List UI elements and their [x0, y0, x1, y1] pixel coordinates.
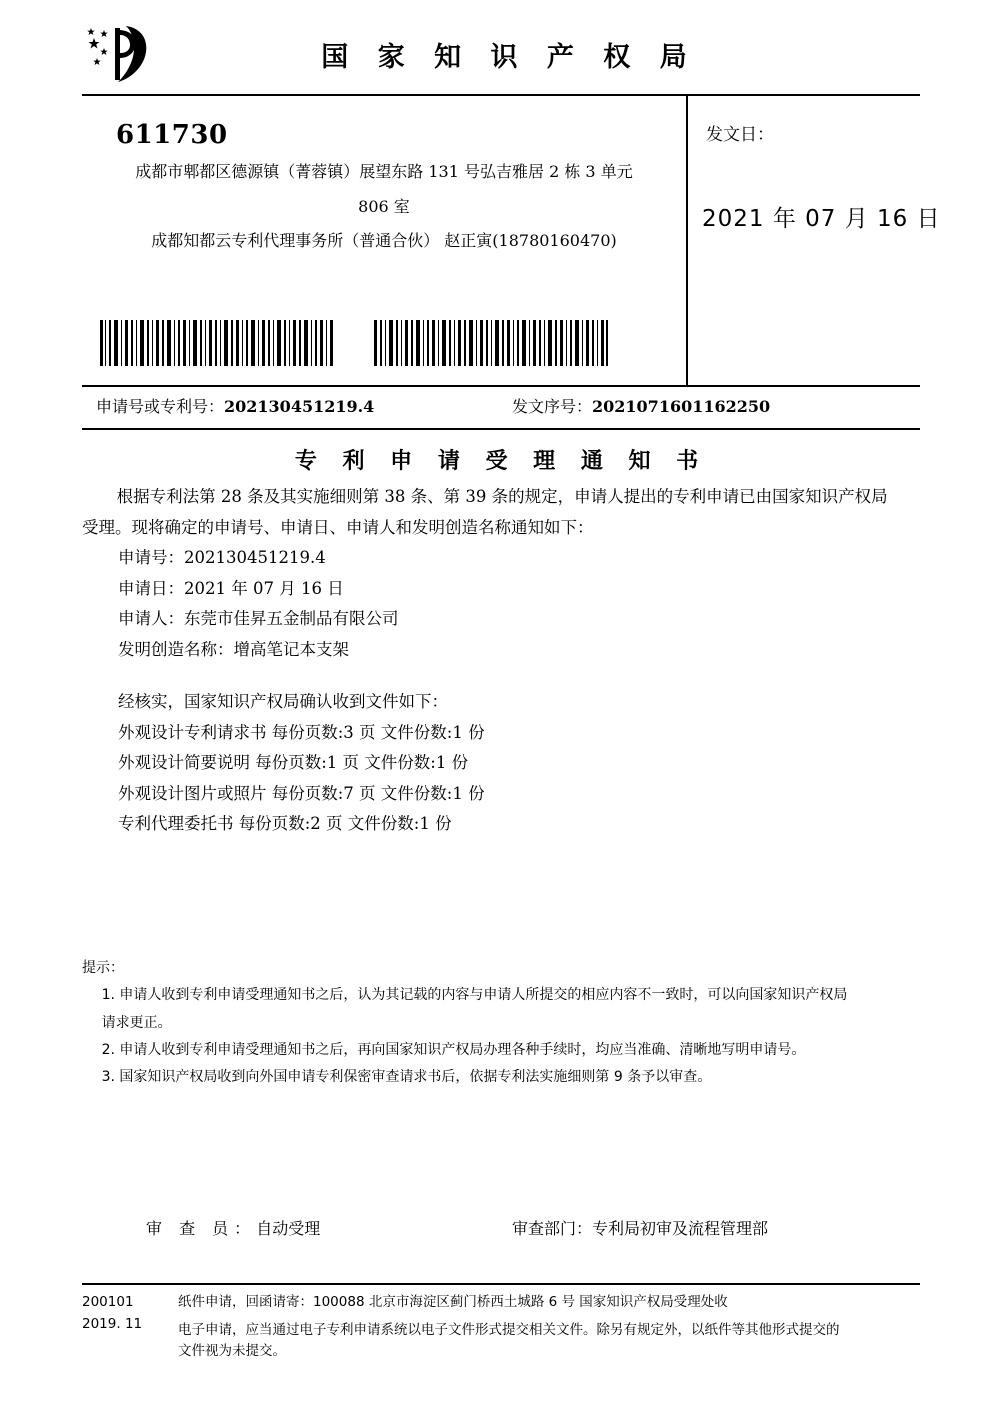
- numbers-bottom-divider: [82, 428, 920, 430]
- serial-number-barcode: [374, 320, 610, 366]
- footer-line-1: 纸件申请，回函请寄：100088 北京市海淀区蓟门桥西土城路 6 号 国家知识产权局受理处收: [178, 1294, 728, 1310]
- address-date-divider: [686, 94, 688, 385]
- footer-code-1: 200101: [82, 1294, 134, 1310]
- body-spacer: [82, 665, 922, 687]
- field-applicant: 申请人：东莞市佳昇五金制品有限公司: [118, 609, 399, 629]
- field-application-number: 申请号：202130451219.4: [118, 548, 326, 568]
- numbers-top-divider: [82, 385, 920, 387]
- patent-office-emblem-icon: [82, 22, 168, 86]
- organization-title: 国 家 知 识 产 权 局: [321, 41, 697, 73]
- intro-line-1: 根据专利法第 28 条及其实施细则第 38 条、第 39 条的规定，申请人提出的专利申请已由国家知识产权局: [116, 487, 888, 506]
- footer-notes: [178, 1292, 938, 1363]
- issue-date-label: 发文日：: [706, 125, 774, 145]
- tips-label: 提示：: [82, 960, 124, 976]
- header-divider: [82, 94, 920, 96]
- department-field: [512, 1216, 768, 1239]
- addressee-block: [96, 120, 672, 251]
- confirm-line: 经核实，国家知识产权局确认收到文件如下：: [118, 692, 448, 712]
- address-line-2: 806 室: [358, 196, 410, 216]
- serial-number-label: 发文序号：: [512, 397, 593, 416]
- examiner-label: 审 查 员：: [146, 1219, 257, 1238]
- footer-code-2: 2019. 11: [82, 1315, 143, 1332]
- application-number-label: 申请号或专利号：: [96, 397, 225, 416]
- examiner-field: [146, 1216, 320, 1239]
- examiner-value: 自动受理: [256, 1219, 321, 1238]
- document-body: [82, 482, 922, 840]
- department-value: 专利局初审及流程管理部: [592, 1219, 769, 1238]
- issue-date-value: 2021 年 07 月 16 日: [702, 206, 941, 232]
- document-header: [82, 18, 920, 90]
- application-number-field: [96, 394, 374, 417]
- application-number-barcode: [100, 320, 336, 366]
- tips-item: 3. 国家知识产权局收到向外国申请专利保密审查请求书后，依据专利法实施细则第 9 条予以审查。: [101, 1069, 712, 1086]
- footer-divider: [82, 1283, 920, 1285]
- tips-item-continued: 请求更正。: [101, 1014, 172, 1031]
- footer-codes: [82, 1292, 172, 1335]
- agent-line: 成都知都云专利代理事务所（普通合伙） 赵正寅(18780160470): [151, 230, 617, 250]
- tips-item: 1. 申请人收到专利申请受理通知书之后，认为其记载的内容与申请人所提交的相应内容不一致时，可以向国家知识产权局: [101, 987, 848, 1004]
- document-item: 专利代理委托书 每份页数:2 页 文件份数:1 份: [118, 814, 452, 834]
- document-item: 外观设计图片或照片 每份页数:7 页 文件份数:1 份: [118, 783, 485, 803]
- intro-line-2: 受理。现将确定的申请号、申请日、申请人和发明创造名称通知如下：: [82, 517, 594, 537]
- department-label: 审查部门：: [512, 1219, 593, 1238]
- document-item: 外观设计专利请求书 每份页数:3 页 文件份数:1 份: [118, 722, 485, 742]
- document-number: 611730: [116, 120, 228, 150]
- tips-section: [82, 955, 922, 1091]
- field-application-date: 申请日：2021 年 07 月 16 日: [118, 578, 344, 598]
- tips-item: 2. 申请人收到专利申请受理通知书之后，再向国家知识产权局办理各种手续时，均应当准确、清晰地写明申请号。: [101, 1041, 806, 1058]
- address-line-1: 成都市郫都区德源镇（菁蓉镇）展望东路 131 号弘吉雅居 2 栋 3 单元: [135, 162, 633, 181]
- footer-line-2: 电子申请，应当通过电子专利申请系统以电子文件形式提交相关文件。除另有规定外，以纸件等其他形式提交的: [178, 1321, 840, 1338]
- footer-line-3: 文件视为未提交。: [178, 1343, 286, 1360]
- application-number-value: 202130451219.4: [224, 397, 375, 416]
- serial-number-field: [512, 394, 770, 417]
- document-item: 外观设计简要说明 每份页数:1 页 文件份数:1 份: [118, 753, 469, 773]
- serial-number-value: 2021071601162250: [592, 397, 771, 416]
- page-title: 专 利 申 请 受 理 通 知 书: [294, 448, 708, 474]
- field-invention-title: 发明创造名称：增高笔记本支架: [118, 639, 349, 659]
